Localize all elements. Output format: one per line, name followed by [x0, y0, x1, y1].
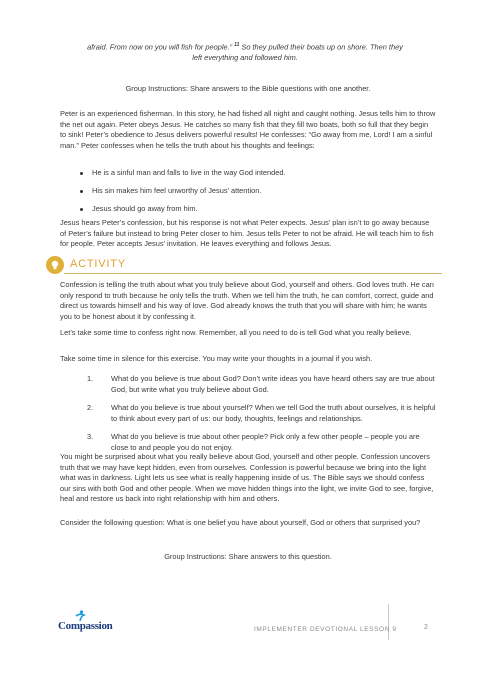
- scripture-text-2: So they pulled their boats up on shore. Then they left everything and followed him.: [192, 42, 403, 63]
- activity-header: [46, 256, 442, 274]
- scripture-text-1: afraid. From now on you will fish for people.”: [87, 42, 235, 52]
- scripture-passage: [86, 40, 404, 63]
- logo-text: Compassion: [58, 620, 113, 632]
- group-instructions-question: Group Instructions: Share answers to this question.: [164, 552, 332, 561]
- paragraph-jesus-response: Jesus hears Peter’s confession, but his response is not what Peter expects. Jesus’ plan isn’t to go away because of Peter’s failure but instead to bring Peter closer to him. Jesus tells Peter to not be afraid. He will teach him to fish for people. Peter accepts Jesus’ invitation. He leaves everything and follows Jesus.: [60, 218, 434, 248]
- numbered-list: [87, 374, 437, 453]
- paragraph-lets-take-time: Let’s take some time to confess right now. Remember, all you need to do is tell God what you really believe.: [60, 328, 412, 337]
- paragraph-silence: Take some time in silence for this exercise. You may write your thoughts in a journal if you wish.: [60, 354, 373, 363]
- page-number: 2: [424, 624, 428, 631]
- item-text: What do you believe is true about God? Don’t write ideas you have heard others say are true about God, but write what you truly believe about God.: [111, 374, 435, 394]
- bullet-item: His sin makes him feel unworthy of Jesus’ attention.: [80, 186, 430, 204]
- item-text: What do you believe is true about other people? Pick only a few other people – people you are close to and people you do not enjoy.: [111, 432, 420, 452]
- numbered-item: [87, 374, 437, 395]
- item-number: 3.: [87, 432, 94, 441]
- group-instructions-bible: Group Instructions: Share answers to the Bible questions with one another.: [125, 84, 371, 93]
- verse-number: 11: [234, 42, 240, 48]
- numbered-item: [87, 432, 437, 453]
- item-text: What do you believe is true about yourself? When we tell God the truth about ourselves, it is helpful to think about every part of us: our body, thoughts, feelings and relationships.: [111, 403, 436, 423]
- paragraph-confession: Confession is telling the truth about what you truly believe about God, yourself and others. God loves truth. He can only respond to truth because he only tells the truth. When we tell him the truth, he can comfort, correct, guide and direct us towards himself and his way of love. God already knows the truth that you will share with him; he wants you to be honest about it by confessing it.: [60, 280, 434, 321]
- activity-title: ACTIVITY: [70, 258, 126, 270]
- footer-divider: [388, 604, 389, 640]
- item-number: 2.: [87, 403, 94, 412]
- bullet-item: He is a sinful man and falls to live in the way God intended.: [80, 168, 430, 186]
- item-number: 1.: [87, 374, 94, 383]
- paragraph-consider: Consider the following question: What is one belief you have about yourself, God or others that surprised you?: [60, 518, 421, 527]
- paragraph-peter: Peter is an experienced fisherman. In this story, he had fished all night and caught nothing. Jesus tells him to throw the net out again. Peter obeys Jesus. He catches so many fish that they fill two boats, both so full that they begin to sink! Peter’s obedience to Jesus delivers powerful results! He confesses: “Go away from me, Lord! I am a sinful man.” Peter confesses when he tells the truth about his thoughts and feelings:: [60, 109, 436, 150]
- paragraph-surprised: You might be surprised about what you really believe about God, yourself and other people. Confession uncovers truth that we may have kept hidden, even from ourselves. Confession is powerful because we bring into the light what was in darkness. Light lets us see what is really happening inside of us. The Bible says we should confess our sins with both God and other people. When we move hidden things into the light, we invite God to see, forgive, heal and restore us back into right relationship with him and others.: [60, 452, 434, 503]
- lightbulb-icon: [46, 256, 64, 274]
- numbered-item: [87, 403, 437, 424]
- compassion-logo: [58, 610, 122, 634]
- footer-lesson-label: IMPLEMENTER DEVOTIONAL LESSON 9: [254, 626, 397, 633]
- activity-divider: [64, 273, 442, 274]
- bullet-item: Jesus should go away from him.: [80, 204, 430, 222]
- bullet-list: [80, 168, 430, 222]
